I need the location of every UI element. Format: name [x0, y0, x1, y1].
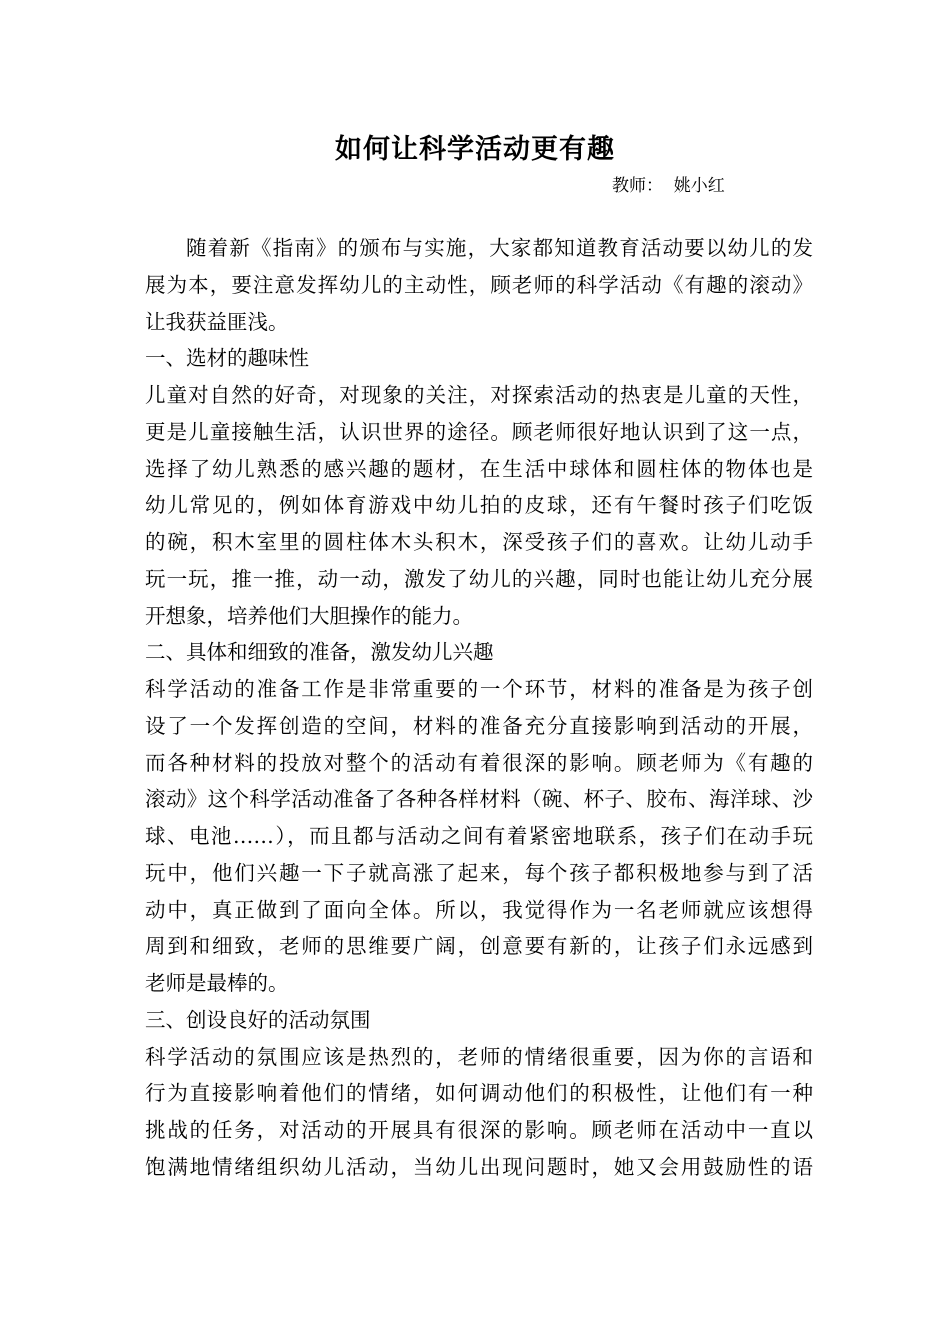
paragraph-line: 球、电池……），而且都与活动之间有着紧密地联系，孩子们在动手玩 [145, 824, 813, 848]
author-line: 教师： 姚小红 [612, 176, 725, 196]
paragraph-line: 科学活动的氛围应该是热烈的，老师的情绪很重要，因为你的言语和 [145, 1044, 813, 1069]
paragraph-line: 而各种材料的投放对整个的活动有着很深的影响。顾老师为《有趣的 [145, 750, 813, 775]
paragraph-line: 开想象，培养他们大胆操作的能力。 [145, 603, 473, 628]
paragraph-line: 展为本，要注意发挥幼儿的主动性，顾老师的科学活动《有趣的滚动》 [145, 272, 813, 297]
paragraph-line: 幼儿常见的，例如体育游戏中幼儿拍的皮球，还有午餐时孩子们吃饭 [145, 493, 813, 518]
paragraph-line: 玩中，他们兴趣一下子就高涨了起来，每个孩子都积极地参与到了活 [145, 860, 813, 885]
section-heading: 二、具体和细致的准备，激发幼儿兴趣 [145, 640, 494, 665]
paragraph-line: 玩一玩，推一推，动一动，激发了幼儿的兴趣，同时也能让幼儿充分展 [145, 566, 813, 591]
section-heading: 一、选材的趣味性 [145, 346, 309, 371]
paragraph-line: 科学活动的准备工作是非常重要的一个环节，材料的准备是为孩子创 [145, 677, 813, 701]
paragraph-line: 让我获益匪浅。 [145, 309, 289, 334]
paragraph-line: 儿童对自然的好奇，对现象的关注，对探索活动的热衷是儿童的天性， [145, 383, 813, 407]
document-body [145, 230, 813, 1186]
paragraph-line: 的碗，积木室里的圆柱体木头积木，深受孩子们的喜欢。让幼儿动手 [145, 530, 813, 554]
paragraph-line: 饱满地情绪组织幼儿活动，当幼儿出现问题时，她又会用鼓励性的语 [145, 1154, 813, 1179]
paragraph-line: 更是儿童接触生活，认识世界的途径。顾老师很好地认识到了这一点， [145, 419, 813, 444]
paragraph-line: 行为直接影响着他们的情绪，如何调动他们的积极性，让他们有一种 [145, 1081, 813, 1106]
document-title: 如何让科学活动更有趣 [335, 134, 615, 165]
paragraph-line: 老师是最棒的。 [145, 971, 289, 995]
section-heading: 三、创设良好的活动氛围 [145, 1007, 371, 1032]
paragraph-line: 滚动》这个科学活动准备了各种各样材料（碗、杯子、胶布、海洋球、沙 [145, 787, 813, 812]
paragraph-line: 动中，真正做到了面向全体。所以，我觉得作为一名老师就应该想得 [145, 897, 813, 922]
paragraph-line: 周到和细致，老师的思维要广阔，创意要有新的，让孩子们永远感到 [145, 934, 813, 959]
paragraph-line: 选择了幼儿熟悉的感兴趣的题材，在生活中球体和圆柱体的物体也是 [145, 456, 813, 481]
paragraph-line: 挑战的任务，对活动的开展具有很深的影响。顾老师在活动中一直以 [145, 1118, 813, 1142]
paragraph-line: 随着新《指南》的颁布与实施，大家都知道教育活动要以幼儿的发 [186, 236, 813, 260]
paragraph-line: 设了一个发挥创造的空间，材料的准备充分直接影响到活动的开展， [145, 713, 813, 738]
